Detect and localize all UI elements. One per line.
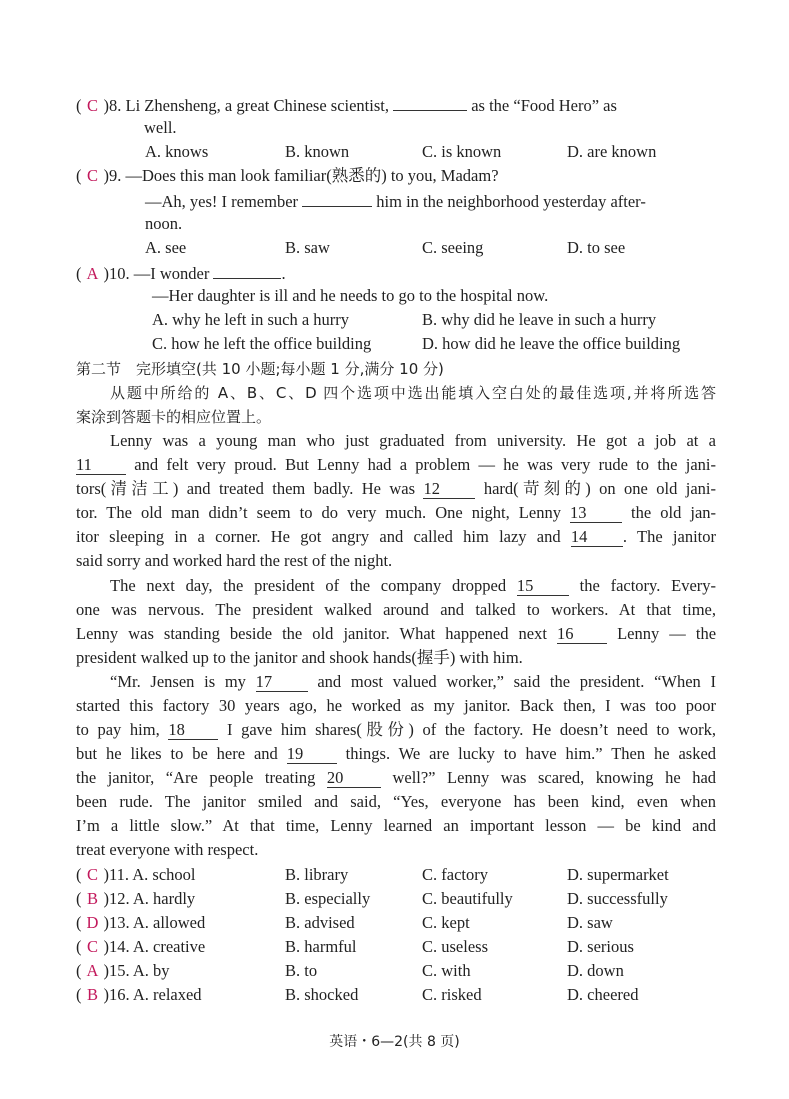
passage-line: said sorry and worked hard the rest of the night. — [76, 551, 393, 570]
option: C. beautifully — [422, 889, 513, 908]
question-10-line-1: ( A )10. —I wonder . — [76, 260, 286, 284]
option: D. are known — [567, 142, 657, 161]
passage-line: Lenny was a young man who just graduated from university. He got a job at a — [110, 431, 716, 450]
blank-12: 12 — [423, 480, 475, 499]
passage-line: tors(清洁工) and treated them badly. He was 12 hard(苛刻的) on one old jani- — [76, 479, 717, 498]
blank — [213, 260, 281, 279]
option: C. seeing — [422, 238, 484, 257]
passage-line: started this factory 30 years ago, he worked as my janitor. Back then, I was too poor — [76, 696, 716, 715]
option: B. harmful — [285, 937, 357, 956]
passage-line: to pay him, 18 I gave him shares(股份) of the factory. He doesn’t need to work, — [76, 720, 717, 739]
option: C. useless — [422, 937, 488, 956]
answer-mark: C — [86, 937, 98, 956]
cloze-question-11: ( C )11. A. school — [76, 863, 195, 887]
blank-17: 17 — [256, 673, 308, 692]
blank-11: 11 — [76, 456, 126, 475]
cloze-question-15: ( A )15. A. by — [76, 959, 170, 983]
section-heading: 第二节 完形填空(共 10 小题;每小题 1 分,满分 10 分) — [76, 360, 444, 378]
blank-13: 13 — [570, 504, 622, 523]
passage-line: The next day, the president of the company dropped 15 the factory. Every- — [110, 576, 717, 595]
option: D. cheered — [567, 985, 639, 1004]
passage-line: 11 and felt very proud. But Lenny had a problem — he was very rude to the jani- — [76, 455, 716, 474]
section-instruction: 从题中所给的 A、B、C、D 四个选项中选出能填入空白处的最佳选项,并将所选答 — [110, 384, 716, 402]
answer-mark: A — [86, 961, 99, 980]
passage-line: Lenny was standing beside the old janitor. What happened next 16 Lenny — the — [76, 624, 717, 643]
passage-line: treat everyone with respect. — [76, 840, 259, 859]
passage-line: I’m a little slow.” At that time, Lenny learned an important lesson — be kind and — [76, 816, 716, 835]
blank-20: 20 — [327, 769, 381, 788]
passage-line: “Mr. Jensen is my 17 and most valued worker,” said the president. “When I — [110, 672, 717, 691]
option: C. kept — [422, 913, 470, 932]
option: D. serious — [567, 937, 634, 956]
page-footer: 英语・6—2(共 8 页) — [329, 1034, 460, 1050]
option: B. known — [285, 142, 350, 161]
passage-line: the janitor, “Are people treating 20 well?” Lenny was scared, knowing he had — [76, 768, 717, 787]
blank — [302, 188, 372, 207]
option: A. see — [145, 238, 187, 257]
passage-line: itor sleeping in a corner. He got angry and called him lazy and 14 . The janitor — [76, 527, 716, 546]
blank-19: 19 — [287, 745, 337, 764]
cloze-question-14: ( C )14. A. creative — [76, 935, 205, 959]
option: B. advised — [285, 913, 355, 932]
passage-line: one was nervous. The president walked around and talked to workers. At that time, — [76, 600, 716, 619]
answer-mark: C — [86, 96, 98, 115]
answer-mark: B — [86, 985, 98, 1004]
option: C. factory — [422, 865, 488, 884]
cloze-question-13: ( D )13. A. allowed — [76, 911, 205, 935]
cloze-question-16: ( B )16. A. relaxed — [76, 983, 202, 1007]
passage-line: been rude. The janitor smiled and said, “Yes, everyone has been kind, even when — [76, 792, 716, 811]
option: B. shocked — [285, 985, 359, 1004]
blank-14: 14 — [571, 528, 623, 547]
option: A. knows — [145, 142, 209, 161]
option: D. successfully — [567, 889, 668, 908]
option: B. library — [285, 865, 349, 884]
blank-15: 15 — [517, 577, 569, 596]
question-9-line-3: noon. — [145, 214, 183, 233]
option: B. saw — [285, 238, 330, 257]
blank-18: 18 — [168, 721, 218, 740]
answer-mark: B — [86, 889, 98, 908]
option: C. is known — [422, 142, 502, 161]
answer-mark: C — [86, 166, 98, 185]
answer-mark: C — [86, 865, 98, 884]
option: D. supermarket — [567, 865, 669, 884]
question-8-line-1: ( C )8. Li Zhensheng, a great Chinese scientist, as the “Food Hero” as — [76, 92, 617, 116]
option: D. how did he leave the office building — [422, 334, 681, 353]
passage-line: but he likes to be here and 19 things. We are lucky to have him.” Then he asked — [76, 744, 717, 763]
cloze-question-12: ( B )12. A. hardly — [76, 887, 195, 911]
option: B. why did he leave in such a hurry — [422, 310, 657, 329]
option: D. saw — [567, 913, 613, 932]
section-instruction: 案涂到答题卡的相应位置上。 — [76, 408, 272, 426]
blank — [393, 92, 467, 111]
question-10-line-2: —Her daughter is ill and he needs to go to the hospital now. — [152, 286, 549, 305]
passage-line: president walked up to the janitor and shook hands(握手) with him. — [76, 648, 523, 667]
question-9-line-2: —Ah, yes! I remember him in the neighborhood yesterday after- — [145, 188, 646, 212]
passage-line: tor. The old man didn’t seem to do very much. One night, Lenny 13 the old jan- — [76, 503, 717, 522]
blank-16: 16 — [557, 625, 607, 644]
option: A. why he left in such a hurry — [152, 310, 350, 329]
answer-mark: D — [86, 913, 99, 932]
option: B. to — [285, 961, 318, 980]
option: C. how he left the office building — [152, 334, 372, 353]
answer-mark: A — [86, 264, 99, 283]
question-8-line-2: well. — [144, 118, 177, 137]
option: D. down — [567, 961, 624, 980]
option: B. especially — [285, 889, 371, 908]
question-9-line-1: ( C )9. —Does this man look familiar(熟悉的) to you, Madam? — [76, 164, 499, 188]
option: C. with — [422, 961, 471, 980]
option: D. to see — [567, 238, 626, 257]
option: C. risked — [422, 985, 482, 1004]
